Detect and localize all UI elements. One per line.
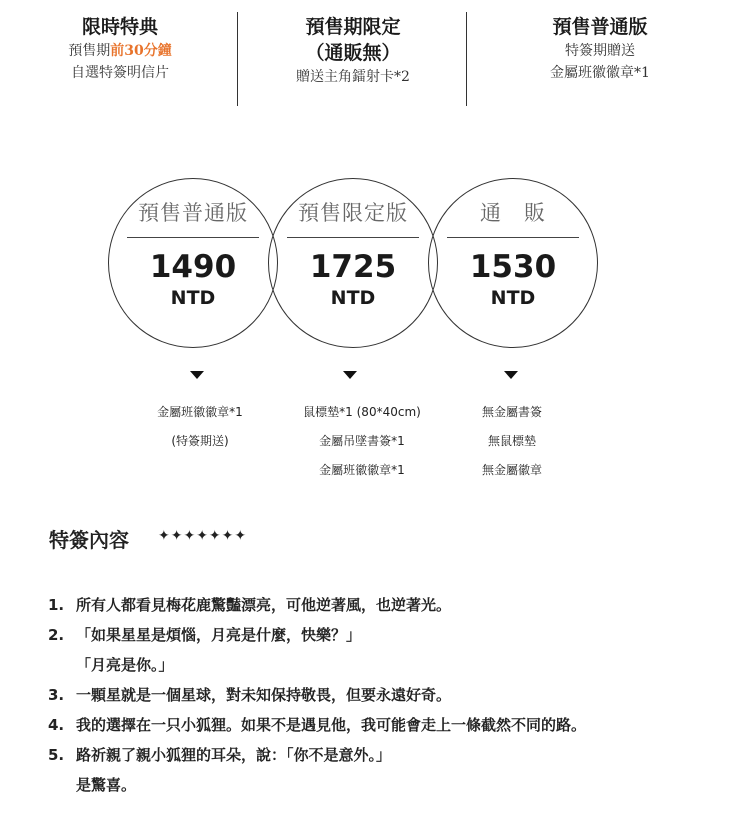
list-item: 3. 一顆星就是一個星球，對未知保持敬畏，但要永遠好奇。: [48, 686, 452, 704]
divider: [447, 237, 579, 238]
list-item: 5. 路祈親了親小狐狸的耳朵，說：「你不是意外。」 是驚喜。: [48, 746, 392, 794]
presale-limited-line: 贈送主角鐳射卡*2: [296, 69, 410, 85]
edition-circle-regular: [108, 178, 278, 348]
edition-currency: NTD: [330, 287, 376, 309]
edition-price: 1530: [469, 249, 557, 285]
star-decoration-icon: ✦✦✦✦✦✦✦: [158, 528, 248, 544]
column-divider: [237, 12, 238, 106]
gift-list-online: [437, 398, 587, 485]
limited-bonus-line1: 預售期前30分鐘: [68, 43, 172, 59]
limited-bonus-title: 限時特典: [81, 16, 158, 38]
presale-limited-subtitle: （通販無）: [305, 42, 401, 64]
gift-item: 金屬吊墜書簽*1: [319, 434, 405, 448]
presale-limited-column: [253, 14, 453, 88]
edition-circle-limited: [268, 178, 438, 348]
limited-bonus-column: [30, 14, 210, 84]
presale-regular-column: [500, 14, 700, 84]
promo-header: [0, 14, 729, 110]
edition-circle-online: [428, 178, 598, 348]
gift-list-limited: [277, 398, 447, 485]
limited-bonus-line2: 自選特簽明信片: [71, 65, 169, 81]
column-divider: [466, 12, 467, 106]
down-arrow-icon: [343, 371, 357, 379]
presale-regular-line1: 特簽期贈送: [565, 43, 635, 59]
gift-item: 無金屬書簽: [481, 405, 542, 419]
gift-item: 無金屬徽章: [481, 463, 542, 477]
edition-name: 預售普通版: [138, 201, 248, 225]
down-arrow-icon: [190, 371, 204, 379]
presale-regular-title: 預售普通版: [552, 16, 648, 38]
highlight-text: 前30分鐘: [110, 43, 172, 59]
divider: [127, 237, 259, 238]
list-item: 4. 我的選擇在一只小狐狸。如果不是遇見他，我可能會走上一條截然不同的路。: [48, 716, 587, 734]
edition-name: 預售限定版: [298, 201, 408, 225]
edition-name: 通 販: [480, 201, 546, 225]
gift-list-regular: [125, 398, 275, 456]
presale-limited-title: 預售期限定: [305, 16, 401, 38]
edition-price: 1490: [149, 249, 237, 285]
edition-currency: NTD: [490, 287, 536, 309]
gift-item: 無鼠標墊: [487, 434, 536, 448]
signature-list: [48, 590, 708, 800]
gift-item: (特簽期送): [171, 434, 229, 448]
edition-currency: NTD: [170, 287, 216, 309]
edition-price: 1725: [309, 249, 397, 285]
gift-item: 金屬班徽徽章*1: [319, 463, 405, 477]
down-arrow-icon: [504, 371, 518, 379]
gift-item: 鼠標墊*1 (80*40cm): [303, 405, 421, 419]
gift-item: 金屬班徽徽章*1: [157, 405, 243, 419]
divider: [287, 237, 419, 238]
presale-regular-line2: 金屬班徽徽章*1: [550, 65, 650, 81]
list-item: 2. 「如果星星是煩惱，月亮是什麼，快樂？」 「月亮是你。」: [48, 626, 362, 674]
list-item: 1. 所有人都看見梅花鹿驚豔漂亮，可他逆著風，也逆著光。: [48, 596, 452, 614]
section-title: 特簽內容: [49, 528, 129, 552]
